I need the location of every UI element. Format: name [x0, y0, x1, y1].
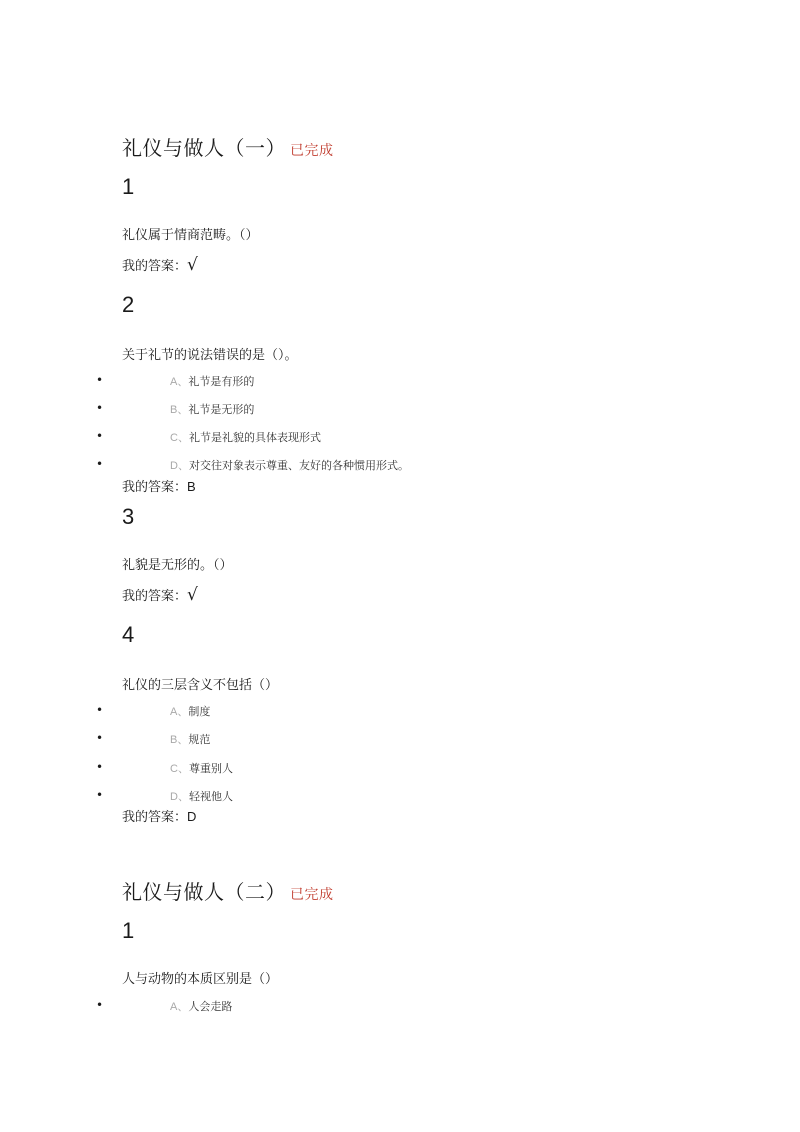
bullet-icon: •: [96, 788, 104, 802]
my-answer: [122, 255, 198, 275]
option-text: 礼节是礼貌的具体表现形式: [188, 431, 321, 444]
option-item[interactable]: [170, 457, 409, 473]
option-separator: 、: [177, 790, 189, 803]
option-letter: C: [170, 763, 178, 775]
option-letter: A: [170, 376, 178, 388]
option-text: 人会走路: [188, 1000, 233, 1013]
bullet-icon: •: [96, 998, 104, 1012]
option-text: 礼节是无形的: [188, 403, 255, 416]
answer-label: 我的答案：: [122, 259, 188, 274]
question-number: 1: [122, 918, 135, 943]
bullet-icon: •: [96, 401, 104, 415]
option-item[interactable]: [170, 703, 210, 719]
question-text: 礼仪属于情商范畴。（）: [122, 228, 259, 243]
bullet-icon: •: [96, 703, 104, 717]
option-text: 对交往对象表示尊重、友好的各种惯用形式。: [188, 459, 409, 472]
option-separator: 、: [177, 459, 189, 472]
option-item[interactable]: [170, 998, 232, 1014]
option-item[interactable]: [170, 373, 254, 389]
section-title-2: [122, 876, 334, 905]
option-text: 轻视他人: [188, 790, 233, 803]
check-mark-icon: √: [187, 585, 198, 605]
option-text: 尊重别人: [188, 762, 233, 775]
my-answer: [122, 806, 196, 825]
bullet-icon: •: [96, 373, 104, 387]
answer-value: B: [187, 479, 196, 494]
answer-value: D: [187, 809, 197, 824]
option-letter: D: [170, 460, 178, 472]
bullet-icon: •: [96, 760, 104, 774]
option-separator: 、: [177, 403, 189, 416]
answer-label: 我的答案：: [122, 589, 188, 604]
option-item[interactable]: [170, 731, 210, 747]
option-separator: 、: [177, 431, 189, 444]
option-separator: 、: [177, 705, 189, 718]
option-letter: B: [170, 734, 178, 746]
option-text: 规范: [188, 733, 211, 746]
question-text: 人与动物的本质区别是（）: [122, 972, 279, 987]
option-item[interactable]: [170, 401, 254, 417]
option-separator: 、: [177, 733, 189, 746]
option-letter: A: [170, 706, 178, 718]
option-item[interactable]: [170, 788, 233, 804]
section-title-text: 礼仪与做人（一）: [122, 136, 286, 160]
option-separator: 、: [177, 375, 189, 388]
option-item[interactable]: [170, 760, 233, 776]
section-status-badge: 已完成: [290, 143, 334, 159]
question-number: 1: [122, 174, 135, 199]
my-answer: [122, 476, 196, 495]
option-text: 礼节是有形的: [188, 375, 255, 388]
option-letter: C: [170, 432, 178, 444]
option-separator: 、: [177, 1000, 189, 1013]
option-letter: D: [170, 791, 178, 803]
answer-label: 我的答案：: [122, 810, 188, 825]
option-separator: 、: [177, 762, 189, 775]
bullet-icon: •: [96, 429, 104, 443]
option-letter: A: [170, 1001, 178, 1013]
bullet-icon: •: [96, 731, 104, 745]
option-letter: B: [170, 404, 178, 416]
section-title-1: [122, 132, 334, 161]
question-number: 4: [122, 622, 135, 647]
option-item[interactable]: [170, 429, 321, 445]
option-text: 制度: [188, 705, 211, 718]
my-answer: [122, 585, 198, 605]
answer-label: 我的答案：: [122, 480, 188, 495]
question-text: 关于礼节的说法错误的是（）。: [122, 348, 298, 363]
check-mark-icon: √: [187, 255, 198, 275]
question-number: 2: [122, 292, 135, 317]
question-text: 礼貌是无形的。（）: [122, 558, 233, 573]
bullet-icon: •: [96, 457, 104, 471]
section-title-text: 礼仪与做人（二）: [122, 880, 286, 904]
question-number: 3: [122, 504, 135, 529]
section-status-badge: 已完成: [290, 887, 334, 903]
question-text: 礼仪的三层含义不包括（）: [122, 678, 279, 693]
